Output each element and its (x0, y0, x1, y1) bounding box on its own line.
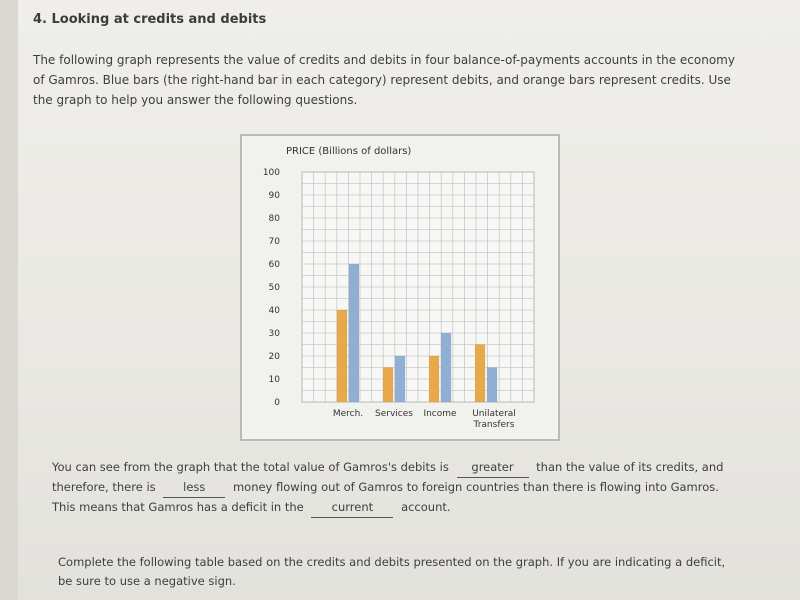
answer-blank-debits-comparison[interactable]: greater (457, 458, 529, 478)
bar-chart (242, 136, 558, 439)
y-tick-label: 80 (268, 214, 280, 224)
table-instructions: Complete the following table based on the credits and debits presented on the graph. If you are indicating a deficit, be sure to use a negative sign. (58, 555, 726, 588)
question-text: This means that Gamros has a deficit in the (52, 500, 304, 514)
x-tick-label: Services (375, 409, 413, 419)
y-tick-label: 60 (268, 260, 280, 270)
question-line-2 (52, 478, 742, 498)
bar-credit (337, 310, 347, 402)
bar-debit (395, 356, 405, 402)
answer-blank-account[interactable]: current (311, 498, 393, 518)
question-heading: 4. Looking at credits and debits (33, 12, 267, 27)
y-tick-label: 30 (268, 329, 280, 339)
y-tick-label: 50 (268, 283, 280, 293)
x-tick-label: Unilateral (472, 409, 516, 419)
page (18, 0, 800, 600)
y-tick-label: 20 (268, 352, 280, 362)
question-text: therefore, there is (52, 480, 156, 494)
bar-credit (383, 368, 393, 403)
x-tick-label: Income (423, 409, 457, 419)
bar-debit (487, 368, 497, 403)
question-text: You can see from the graph that the total value of Gamros's debits is (52, 460, 449, 474)
x-tick-label: Merch. (332, 409, 364, 419)
y-tick-label: 40 (268, 306, 280, 316)
y-tick-label: 100 (262, 168, 280, 178)
x-tick-label: Transfers (473, 420, 515, 430)
question-text: account. (401, 500, 451, 514)
question-line-3 (52, 498, 742, 518)
chart-container (240, 134, 560, 441)
y-tick-label: 90 (268, 191, 280, 201)
y-tick-label: 70 (268, 237, 280, 247)
bar-credit (429, 356, 439, 402)
intro-paragraph: The following graph represents the value of credits and debits in four balance-of-payments accounts in the economy of Gamros. Blue bars (the right-hand bar in each category) represent debits, and orange bars represent credits. Use the graph to help you answer the following questions. (33, 53, 735, 107)
question-text: than the value of its credits, and (536, 460, 724, 474)
bar-debit (441, 333, 451, 402)
y-tick-label: 0 (274, 398, 280, 408)
question-line-1 (52, 458, 742, 478)
chart-title: PRICE (Billions of dollars) (286, 146, 412, 157)
question-text: money flowing out of Gamros to foreign countries than there is flowing into Gamros. (232, 480, 719, 494)
y-tick-label: 10 (268, 375, 280, 385)
fill-in-questions (52, 458, 742, 518)
bar-credit (475, 345, 485, 403)
answer-blank-money-flow[interactable]: less (163, 478, 225, 498)
bar-debit (349, 264, 359, 402)
